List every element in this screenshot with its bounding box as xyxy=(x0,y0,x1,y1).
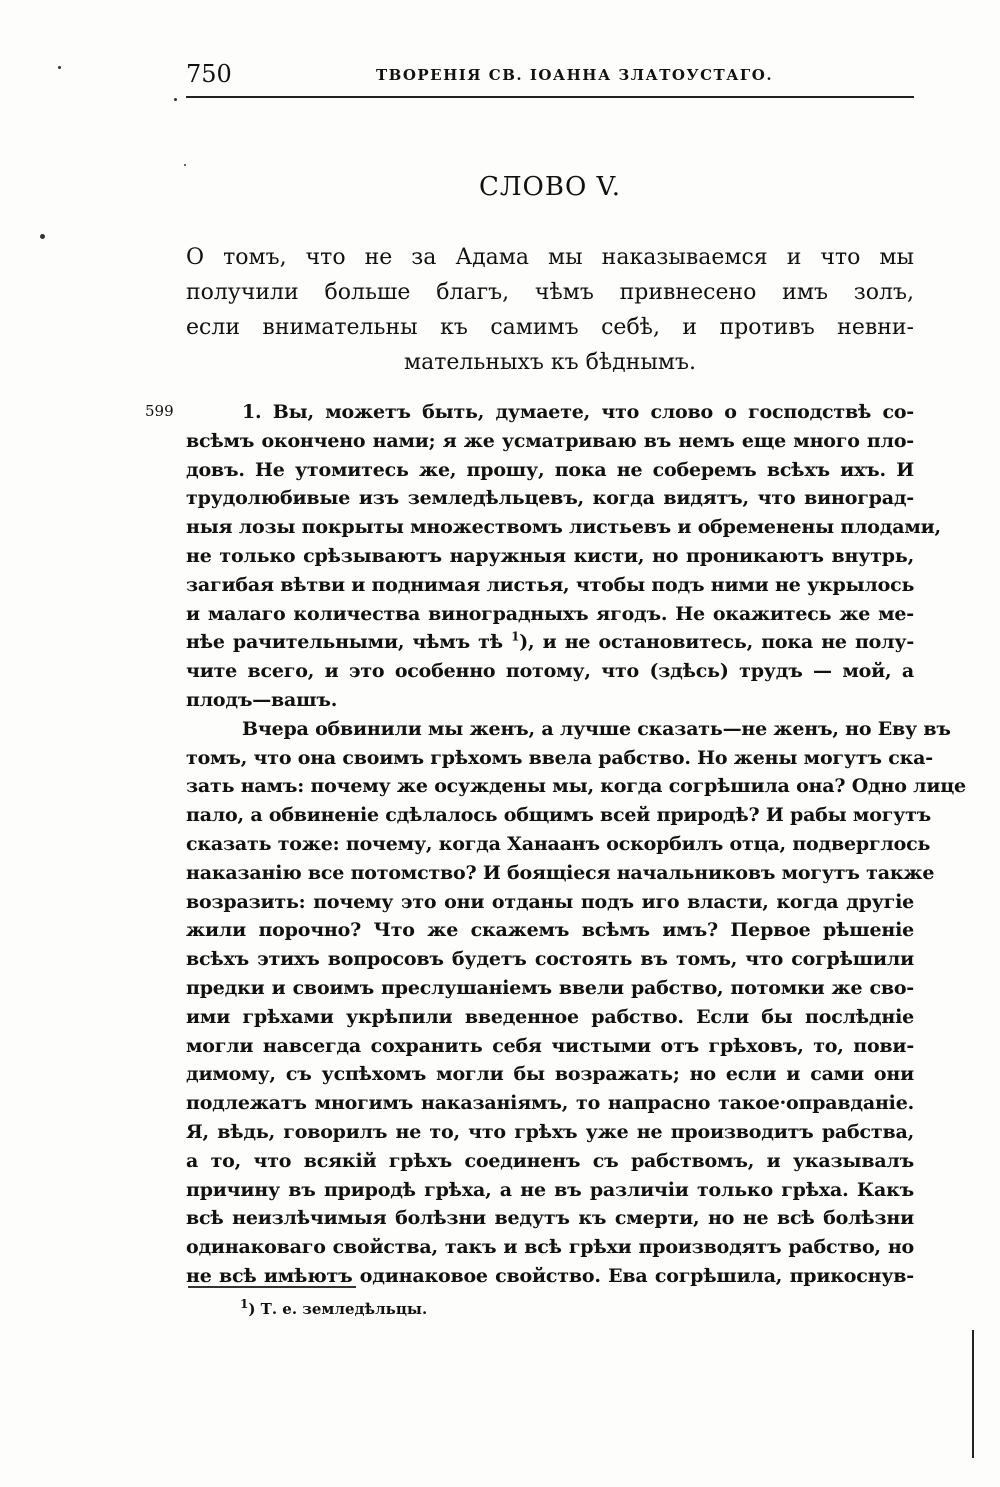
text-fragment: ), и не остановитесь, пока не полу- xyxy=(519,631,915,654)
footnote-text: ) Т. е. земледѣльцы. xyxy=(248,1300,428,1318)
text-line: зать намъ: почему же осуждены мы, когда согрѣшила она? Одно лице xyxy=(186,775,966,798)
text-line: не только срѣзываютъ наружныя кисти, но проникаютъ внутрь, xyxy=(186,544,914,567)
sermon-title: СЛОВО V. xyxy=(478,172,622,202)
text-line: Я, вѣдь, говорилъ не то, что грѣхъ уже не производитъ рабства, xyxy=(186,1120,914,1143)
margin-page-reference: 599 xyxy=(145,402,174,420)
text-line: пало, а обвиненіе сдѣлалось общимъ всей природѣ? И рабы могутъ xyxy=(186,804,932,827)
subtitle-line: если внимательны къ самимъ себѣ, и противъ невни- xyxy=(186,315,914,340)
running-title: ТВОРЕНІЯ СВ. ІОАННА ЗЛАТОУСТАГО. xyxy=(376,66,774,84)
text-line: трудолюбивые изъ земледѣльцевъ, когда видятъ, что виноград- xyxy=(186,487,914,510)
text-line: всѣ неизлѣчимыя болѣзни ведутъ къ смерти, но не всѣ болѣзни xyxy=(186,1207,914,1230)
subtitle-line: О томъ, что не за Адама мы наказываемся и что мы xyxy=(186,245,914,270)
text-fragment: нѣе рачительными, чѣмъ тѣ xyxy=(186,631,503,654)
subtitle-line: получили больше благъ, чѣмъ привнесено имъ золъ, xyxy=(186,280,914,305)
scan-speck xyxy=(40,234,45,239)
binding-edge-mark xyxy=(972,1330,974,1458)
footnote-marker: 1 xyxy=(511,630,520,645)
text-line: могли навсегда сохранить себя чистыми отъ грѣховъ, то, пови- xyxy=(186,1034,914,1057)
text-line: ныя лозы покрыты множествомъ листьевъ и обременены плодами, xyxy=(186,516,941,539)
text-line: а то, что всякій грѣхъ соединенъ съ рабствомъ, и указывалъ xyxy=(186,1149,914,1172)
text-line: Вчера обвинили мы женъ, а лучше сказать—не женъ, но Еву въ xyxy=(242,717,951,740)
page-number: 750 xyxy=(186,60,232,88)
running-head xyxy=(186,60,914,98)
text-line: довъ. Не утомитесь же, прошу, пока не соберемъ всѣхъ ихъ. И xyxy=(186,458,914,481)
text-line: причину въ природѣ грѣха, а не въ различіи только грѣха. Какъ xyxy=(186,1178,914,1201)
subtitle-line: мательныхъ къ бѣднымъ. xyxy=(403,350,696,375)
text-line: 1. Вы, можетъ быть, думаете, что слово о господствѣ со- xyxy=(242,401,914,423)
footnote xyxy=(240,1297,428,1318)
text-line: сказать тоже: почему, когда Ханаанъ оскорбилъ отца, подверглось xyxy=(186,832,931,855)
text-line: возразить: почему это они отданы подъ иго власти, когда другіе xyxy=(186,890,914,913)
footnote-divider xyxy=(188,1286,356,1288)
text-line: наказанію все потомство? И боящіеся начальниковъ могутъ также xyxy=(186,861,935,884)
text-line: димому, съ успѣхомъ могли бы возражать; но если и сами они xyxy=(186,1063,914,1086)
text-line: ими грѣхами укрѣпили введенное рабство. Если бы послѣдніе xyxy=(186,1005,914,1028)
text-line: и малаго количества виноградныхъ ягодъ. Не окажитесь же ме- xyxy=(186,602,914,625)
text-line: загибая вѣтви и поднимая листья, чтобы подъ ними не укрылось xyxy=(186,573,915,596)
text-line: не всѣ имѣютъ одинаковое свойство. Ева согрѣшила, прикоснув- xyxy=(186,1264,914,1287)
text-line: жили порочно? Что же скажемъ всѣмъ имъ? Первое рѣшеніе xyxy=(186,919,914,942)
text-line: одинаковаго свойства, такъ и всѣ грѣхи производятъ рабство, но xyxy=(186,1236,914,1259)
text-line: плодъ—вашъ. xyxy=(186,688,338,711)
text-line: всѣмъ окончено нами; я же усматриваю въ немъ еще много пло- xyxy=(186,429,914,452)
text-line: предки и своимъ преслушаніемъ ввели рабство, потомки же сво- xyxy=(186,976,914,999)
text-line: томъ, что она своимъ грѣхомъ ввела рабство. Но жены могутъ ска- xyxy=(186,746,933,769)
text-line: подлежатъ многимъ наказаніямъ, то напрасно такое·оправданіе. xyxy=(186,1092,914,1115)
text-line-with-footnote xyxy=(186,628,914,657)
scan-speck xyxy=(58,66,61,69)
scan-speck xyxy=(174,98,177,101)
sermon-subtitle xyxy=(186,240,914,380)
body-text xyxy=(186,398,966,1291)
scan-speck xyxy=(184,164,186,166)
text-line: всѣхъ этихъ вопросовъ будетъ состоять въ томъ, что согрѣшили xyxy=(186,948,914,971)
text-line: чите всего, и это особенно потому, что (здѣсь) трудъ — мой, а xyxy=(186,660,914,683)
footnote-number: 1 xyxy=(240,1297,249,1311)
